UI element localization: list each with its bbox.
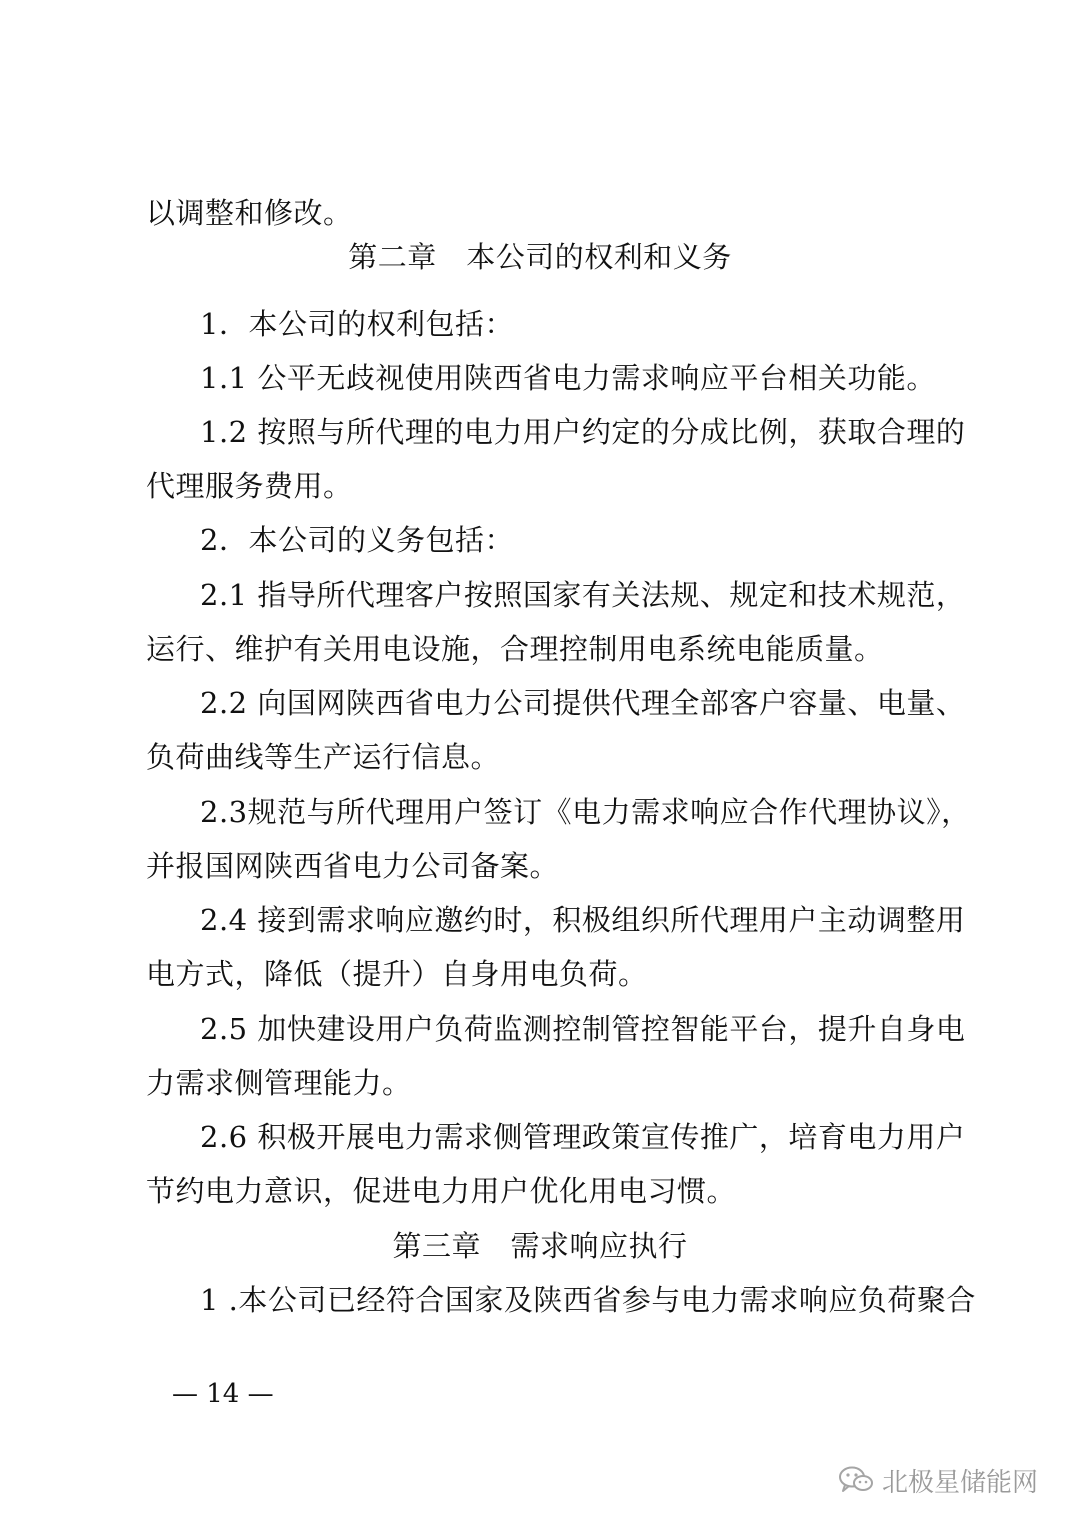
watermark-text: 北极星储能网 <box>882 1467 1039 1498</box>
clause-line: 1.2 按照与所代理的电力用户约定的分成比例，获取合理的 <box>200 415 966 449</box>
wechat-icon <box>838 1465 874 1495</box>
clause-line: 2.1 指导所代理客户按照国家有关法规、规定和技术规范， <box>200 578 966 612</box>
body-text-line: 力需求侧管理能力。 <box>146 1066 412 1100</box>
clause-line: 1.1 公平无歧视使用陕西省电力需求响应平台相关功能。 <box>200 361 936 395</box>
watermark <box>838 1460 1038 1500</box>
clause-line: 1 .本公司已经符合国家及陕西省参与电力需求响应负荷聚合 <box>200 1283 976 1317</box>
clause-line: 2.2 向国网陕西省电力公司提供代理全部客户容量、电量、 <box>200 686 966 720</box>
clause-line: 2.3规范与所代理用户签订《电力需求响应合作代理协议》， <box>200 795 971 829</box>
body-text-line: 运行、维护有关用电设施，合理控制用电系统电能质量。 <box>146 632 884 666</box>
chapter-heading: 第二章 本公司的权利和义务 <box>348 240 732 274</box>
page-number: — 14 — <box>172 1379 274 1409</box>
clause-line: 2.6 积极开展电力需求侧管理政策宣传推广，培育电力用户 <box>200 1120 966 1154</box>
body-text-line: 负荷曲线等生产运行信息。 <box>146 740 501 774</box>
clause-line: 2.4 接到需求响应邀约时，积极组织所代理用户主动调整用 <box>200 903 966 937</box>
body-text-line: 并报国网陕西省电力公司备案。 <box>146 849 560 883</box>
body-text-line: 节约电力意识，促进电力用户优化用电习惯。 <box>146 1174 737 1208</box>
section-heading: 2．本公司的义务包括： <box>200 523 514 557</box>
body-text-line: 代理服务费用。 <box>146 469 353 503</box>
chapter-heading: 第三章 需求响应执行 <box>392 1229 688 1263</box>
body-text-line: 电方式，降低（提升）自身用电负荷。 <box>146 957 648 991</box>
clause-line: 2.5 加快建设用户负荷监测控制管控智能平台，提升自身电 <box>200 1012 966 1046</box>
body-text-line: 以调整和修改。 <box>146 196 353 230</box>
section-heading: 1．本公司的权利包括： <box>200 307 514 341</box>
